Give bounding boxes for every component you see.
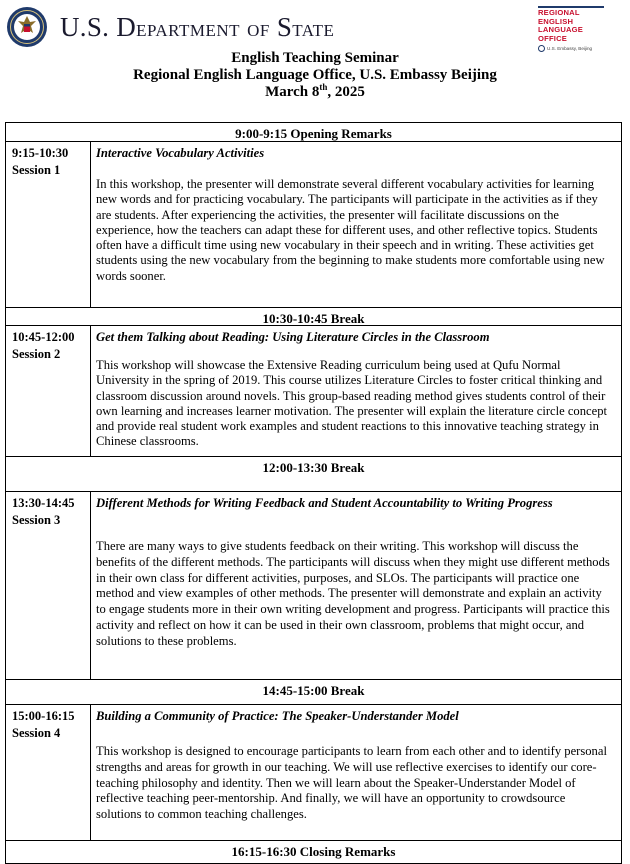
- session-content-cell: [91, 705, 621, 840]
- session-time-cell: [6, 492, 91, 679]
- opening-remarks-row: 9:00-9:15 Opening Remarks: [6, 123, 621, 142]
- session-time: 13:30-14:45: [12, 496, 75, 510]
- session-row: [6, 142, 621, 308]
- session-time-cell: [6, 326, 91, 456]
- office-line: Regional English Language Office, U.S. Embassy Beijing: [133, 67, 497, 83]
- session-description: This workshop will showcase the Extensive Reading curriculum being used at Qufu Normal University in the spring of 2019. This course utilizes Literature Circles to foster critical thinking and classroom discussion around novels. This group-based reading method gives students control of their own learning and increases learner motivation. The presenter will explain the literature circle concept and provide real student work examples and student reactions to this innovative teaching strategy in Chinese classrooms.: [96, 358, 607, 449]
- session-time: 10:45-12:00: [12, 330, 75, 344]
- session-title: Building a Community of Practice: The Speaker-Understander Model: [96, 709, 459, 723]
- relo-line-2: ENGLISH: [538, 16, 574, 26]
- session-label: Session 1: [12, 163, 61, 177]
- relo-line-3: LANGUAGE: [538, 25, 584, 35]
- session-content-cell: [91, 326, 621, 456]
- session-description: This workshop is designed to encourage participants to learn from each other and to identify personal strengths and areas for growth in our teaching. We will use reflective exercises to identify our core-teaching philosophy and identity. Then we will learn about the Speaker-Understander Model of reflective teaching peer-mentorship. And finally, we will have an opportunity to crowdsource solutions to common teaching challenges.: [96, 744, 607, 822]
- session-content-cell: [91, 492, 621, 679]
- session-row: [6, 492, 621, 680]
- relo-line-4: OFFICE: [538, 33, 568, 43]
- session-label: Session 4: [12, 726, 61, 740]
- session-title: Get them Talking about Reading: Using Literature Circles in the Classroom: [96, 330, 490, 344]
- state-department-seal-icon: [6, 6, 48, 48]
- session-row: [6, 326, 621, 457]
- session-label: Session 3: [12, 513, 61, 527]
- relo-line-1: REGIONAL: [538, 8, 580, 17]
- session-label: Session 2: [12, 347, 61, 361]
- break-row: 10:30-10:45 Break: [6, 308, 621, 326]
- session-time: 15:00-16:15: [12, 709, 75, 723]
- closing-remarks-row: 16:15-16:30 Closing Remarks: [6, 841, 621, 863]
- relo-embassy: U.S. Embassy, Beijing: [538, 45, 608, 52]
- document-header: [0, 0, 630, 118]
- session-time: 9:15-10:30: [12, 146, 69, 160]
- session-description: In this workshop, the presenter will demonstrate several different vocabulary activities for learning new words and for practicing vocabulary. The participants will participate in the activities as if they are students. After experiencing the activities, the presenter will facilitate discussions on the experience, how the teachers can adapt these for different uses, and other reflective topics. Students often have a difficult time using new vocabulary in their speech and in writing. These activities get students using the new vocabulary from the beginning to make students more comfortable using new words sooner.: [96, 177, 605, 283]
- session-content-cell: [91, 142, 621, 307]
- session-title: Interactive Vocabulary Activities: [96, 146, 265, 160]
- session-row: [6, 705, 621, 841]
- relo-logo: [538, 6, 608, 56]
- break-row: 14:45-15:00 Break: [6, 680, 621, 705]
- break-row: 12:00-13:30 Break: [6, 457, 621, 492]
- session-time-cell: [6, 705, 91, 840]
- event-title: English Teaching Seminar: [231, 50, 399, 66]
- session-title: Different Methods for Writing Feedback and Student Accountability to Writing Progress: [96, 496, 553, 510]
- event-date: March 8th, 2025: [265, 82, 365, 100]
- schedule-table: [5, 122, 622, 864]
- department-name: U.S. DEPARTMENT OF STATE: [60, 12, 335, 42]
- session-time-cell: [6, 142, 91, 307]
- document-titles: [0, 50, 630, 101]
- session-description: There are many ways to give students feedback on their writing. This workshop will discuss the benefits of the different methods. The participants will discuss when they might use different methods in their own class for different activities, purposes, and SLOs. The participants will practice one method and view examples of other methods. The presenter will demonstrate and explain an activity to engage students more in their own writing development and progress. Participants will practice this activity and reflect on how it can be used in their own classroom, problems that might occur, and solutions to these problems.: [96, 539, 610, 648]
